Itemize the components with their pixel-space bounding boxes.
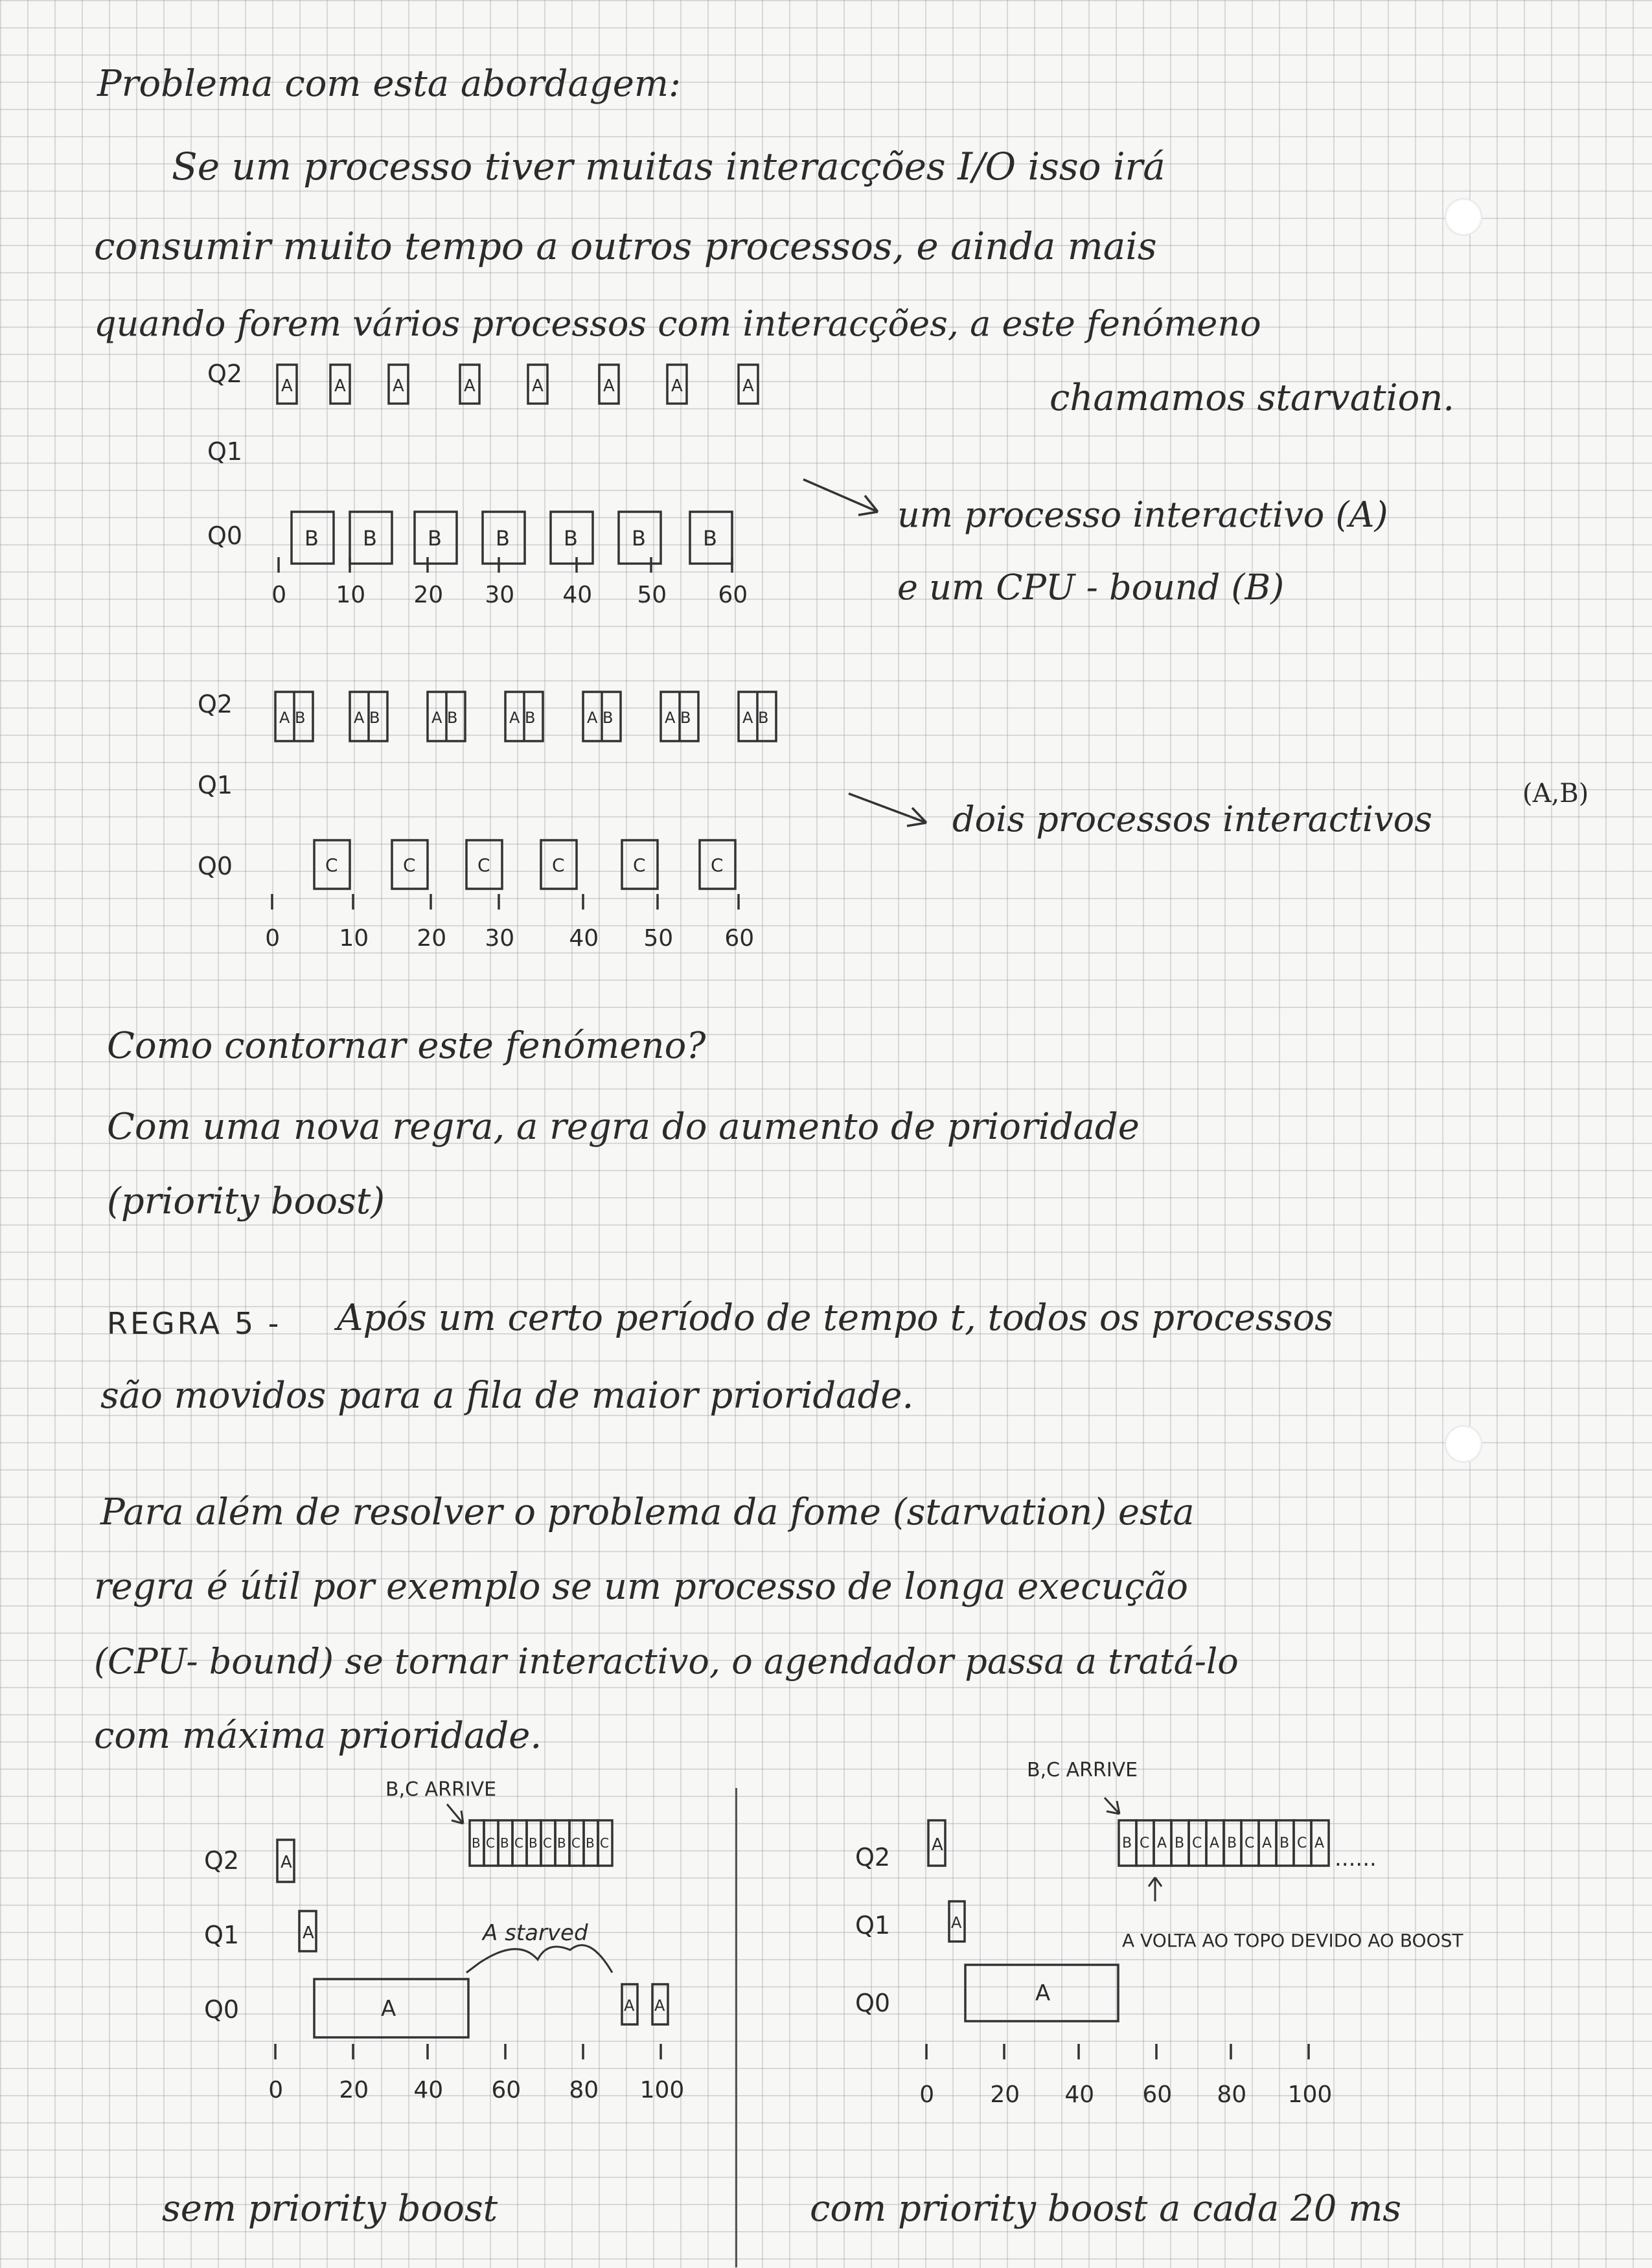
process-cell-label: B [1227, 1835, 1237, 1851]
process-label: C [552, 854, 565, 876]
starved-label: A starved [483, 1920, 588, 1946]
process-label: A [671, 376, 683, 396]
diagram-note-tag: (A,B) [1522, 779, 1589, 808]
process-cell-label: C [486, 1835, 495, 1851]
queue-label: Q0 [198, 852, 233, 880]
process-cell-label: B [1175, 1835, 1185, 1851]
queue-label: Q2 [207, 360, 243, 388]
process-cell-label: A [1262, 1835, 1272, 1851]
axis-tick-label: 30 [485, 582, 515, 608]
queue-label: Q0 [207, 521, 243, 550]
queue-label: Q2 [198, 690, 233, 718]
diagram-note: dois processos interactivos [952, 799, 1432, 840]
diagram-note: e um CPU - bound (B) [897, 567, 1285, 608]
queue-label: Q1 [207, 437, 243, 466]
process-label: A B [587, 709, 614, 727]
process-label: B [564, 526, 578, 551]
caption: sem priority boost [162, 2188, 498, 2230]
process-label: A [532, 376, 544, 396]
queue-label: Q2 [204, 1846, 240, 1875]
process-label: A [654, 1997, 665, 2015]
arrive-label: B,C ARRIVE [1027, 1759, 1138, 1781]
arrive-label: B,C ARRIVE [385, 1778, 497, 1801]
time-axis [919, 2044, 1332, 2108]
process-label: A [951, 1914, 962, 1932]
process-label: B [304, 526, 319, 551]
process-cell-label: B [586, 1835, 595, 1851]
text-line: Após um certo período de tempo t, todos os processos [337, 1297, 1333, 1339]
diagram-note: um processo interactivo (A) [897, 494, 1388, 535]
process-label: A B [509, 709, 536, 727]
process-label: A B [279, 709, 306, 727]
question: Como contornar este fenómeno? [107, 1025, 706, 1067]
axis-tick-label: 40 [569, 925, 599, 952]
axis-tick-label: 0 [271, 582, 287, 608]
axis-tick-label: 60 [1142, 2081, 1173, 2108]
text-line: são movidos para a fila de maior prioridade. [100, 1375, 914, 1417]
axis-tick-label: 10 [339, 925, 369, 952]
axis-tick-label: 0 [919, 2081, 935, 2108]
text-line: Com uma nova regra, a regra do aumento de prioridade [107, 1106, 1140, 1148]
process-cell-label: A [1157, 1835, 1167, 1851]
text-line: Para além de resolver o problema da fome (starvation) esta [100, 1491, 1195, 1533]
process-label: A [381, 1996, 396, 2022]
axis-tick-label: 0 [265, 925, 281, 952]
queue-label: Q1 [855, 1911, 891, 1940]
process-label: A [281, 376, 293, 396]
queue-label: Q0 [855, 1989, 891, 2017]
rule-label: REGRA 5 - [107, 1306, 282, 1341]
axis-tick-label: 40 [1064, 2081, 1095, 2108]
process-cell-label: C [1245, 1835, 1255, 1851]
process-label: C [477, 854, 490, 876]
queue-label: Q1 [204, 1921, 240, 1949]
process-cell-label: A [1314, 1835, 1325, 1851]
process-label: A B [665, 709, 691, 727]
text-line: (priority boost) [107, 1180, 385, 1222]
process-label: C [711, 854, 724, 876]
boost-note: A VOLTA AO TOPO DEVIDO AO BOOST [1122, 1930, 1463, 1951]
axis-tick-label: 20 [413, 582, 444, 608]
section-heading: Problema com esta abordagem: [97, 63, 681, 105]
axis-tick-label: 80 [1217, 2081, 1247, 2108]
axis-tick-label: 40 [413, 2077, 444, 2103]
axis-tick-label: 40 [562, 582, 593, 608]
process-label: B [703, 526, 717, 551]
axis-tick-label: 50 [643, 925, 674, 952]
process-label: B [363, 526, 377, 551]
process-cell-label: C [543, 1835, 552, 1851]
process-label: A [603, 376, 615, 396]
process-cell-label: B [1122, 1835, 1132, 1851]
process-label: A [1035, 1980, 1051, 2006]
text-line: com máxima prioridade. [94, 1715, 542, 1757]
process-label: A B [742, 709, 769, 727]
process-cell-label: B [500, 1835, 509, 1851]
process-label: A [303, 1923, 314, 1943]
process-cell-label: B [1279, 1835, 1290, 1851]
queue-label: Q2 [855, 1843, 891, 1872]
text-line: regra é útil por exemplo se um processo de longa execução [94, 1566, 1188, 1608]
queue-label: Q1 [198, 771, 233, 799]
process-label: A [393, 376, 404, 396]
axis-tick-label: 30 [485, 925, 515, 952]
text-line: Se um processo tiver muitas interacções I/O isso irá [172, 144, 1165, 189]
process-label: A [624, 1997, 635, 2015]
axis-tick-label: 60 [724, 925, 755, 952]
process-cell-label: C [600, 1835, 609, 1851]
caption: com priority boost a cada 20 ms [810, 2188, 1402, 2230]
process-label: A B [431, 709, 458, 727]
axis-tick-label: 100 [639, 2077, 685, 2103]
text-line: consumir muito tempo a outros processos, e ainda mais [94, 224, 1157, 268]
process-label: A B [354, 709, 380, 727]
text-line: quando forem vários processos com interacções, a este fenómeno [94, 303, 1261, 344]
process-label: B [632, 526, 646, 551]
axis-tick-label: 20 [339, 2077, 369, 2103]
process-cell-label: B [472, 1835, 481, 1851]
process-label: B [428, 526, 442, 551]
process-label: A [932, 1835, 943, 1855]
process-cell-label: C [1297, 1835, 1307, 1851]
queue-label: Q0 [204, 1995, 240, 2024]
process-cell-label: B [529, 1835, 538, 1851]
process-label: A [281, 1853, 292, 1872]
process-cell-label: C [571, 1835, 580, 1851]
process-label: A [464, 376, 476, 396]
process-label: C [633, 854, 646, 876]
process-label: C [403, 854, 416, 876]
axis-tick-label: 10 [336, 582, 366, 608]
process-cell-label: C [1192, 1835, 1202, 1851]
process-cell-label: B [557, 1835, 566, 1851]
axis-tick-label: 100 [1287, 2081, 1333, 2108]
axis-tick-label: 60 [718, 582, 748, 608]
process-cell-label: A [1210, 1835, 1220, 1851]
up-arrow-icon [1149, 1877, 1162, 1901]
process-label: B [496, 526, 510, 551]
axis-tick-label: 20 [417, 925, 447, 952]
axis-tick-label: 20 [990, 2081, 1020, 2108]
process-label: A [334, 376, 346, 396]
process-label: A [742, 376, 754, 396]
process-cell-label: C [1140, 1835, 1150, 1851]
text-line: chamamos starvation. [1050, 377, 1455, 419]
text-line: (CPU- bound) se tornar interactivo, o agendador passa a tratá-lo [94, 1641, 1239, 1682]
process-cell-label: C [514, 1835, 523, 1851]
q2-tail: ...... [1335, 1846, 1377, 1872]
axis-tick-label: 50 [637, 582, 667, 608]
process-label: C [325, 854, 338, 876]
arrow-icon [1105, 1798, 1119, 1814]
axis-tick-label: 0 [268, 2077, 284, 2103]
q2-cells [1119, 1820, 1329, 1866]
axis-tick-label: 80 [569, 2077, 599, 2103]
axis-tick-label: 60 [491, 2077, 522, 2103]
